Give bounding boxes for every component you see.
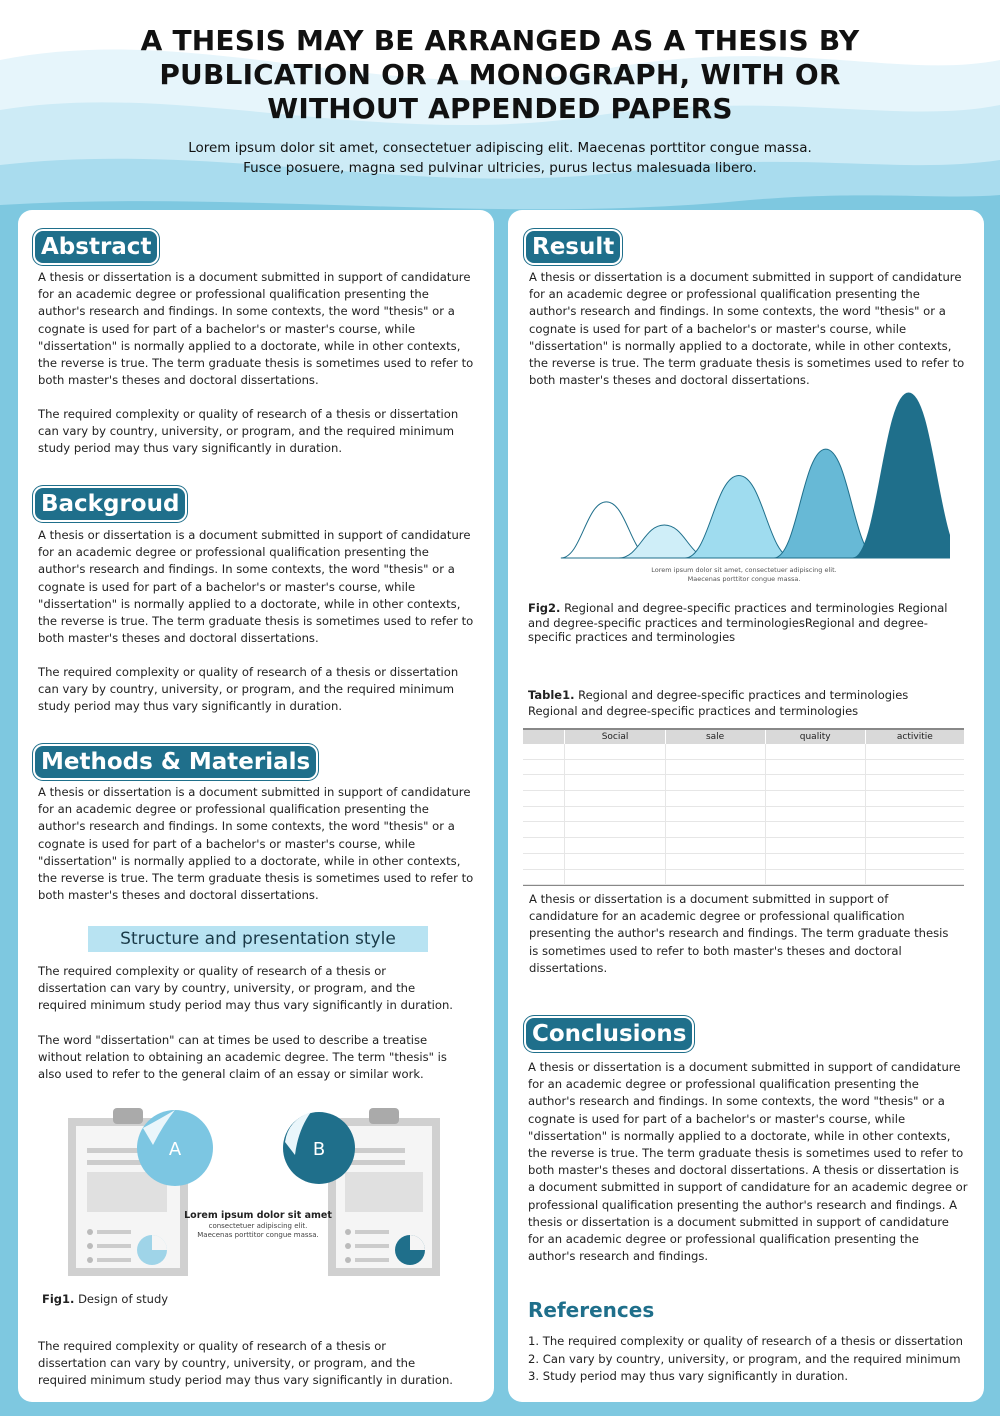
table-cell [523, 869, 565, 885]
abstract-heading: Abstract [35, 231, 157, 263]
table-cell [865, 806, 964, 822]
methods-paragraph-4: The required complexity or quality of research of a thesis or dissertation can vary by country, university, or program, and the required minimum study period may thus vary significantly in duration. [38, 1339, 453, 1388]
table-row [523, 838, 964, 854]
conclusions-paragraph: A thesis or dissertation is a document submitted in support of candidature for an academic degree or professional qualification presenting the author's research and findings. In some contexts, the word "thesis" or a cognate is used for part of a bachelor's or master's course, while "dissertation" is normally applied to a doctorate, while in other contexts, the reverse is true. The term graduate thesis is sometimes used to refer to both master's theses and doctoral dissertations. A thesis or dissertation is a document submitted in support of candidature for an academic degree or professional qualification presenting the author's research and findings. A thesis or dissertation is a document submitted in support of candidature for an academic degree or professional qualification presenting the author's research and findings. [528, 1060, 968, 1264]
fig2-distribution-chart [536, 390, 950, 562]
poster-subtitle [0, 138, 1000, 178]
badge-a-label: A [168, 1139, 182, 1160]
reference-item: 3. Study period may thus vary significantly in duration. [528, 1369, 849, 1383]
table-cell [523, 744, 565, 759]
table-cell [665, 744, 765, 759]
table-cell [523, 791, 565, 807]
table1-caption-text: Regional and degree-specific practices and terminologies Regional and degree-specific practices and terminologies [528, 688, 909, 718]
methods-paragraph-3: The word "dissertation" can at times be used to describe a treatise without relation to obtaining an academic degree. The term "thesis" is also used to refer to the general claim of an essay or similar work. [38, 1033, 447, 1082]
left-column-panel [18, 210, 494, 1402]
table-cell [565, 791, 665, 807]
table-cell [665, 853, 765, 869]
badge-b-label: B [312, 1139, 326, 1160]
subtitle-line-2: Fusce posuere, magna sed pulvinar ultricies, purus lectus malesuada libero. [243, 160, 757, 176]
fig1-caption-text: Design of study [78, 1292, 169, 1306]
reference-item: 2. Can vary by country, university, or program, and the required minimum [528, 1351, 961, 1366]
result-heading: Result [526, 231, 620, 263]
table-cell [765, 869, 865, 885]
table-cell [665, 822, 765, 838]
table-cell [565, 853, 665, 869]
fig1-center-line-2: Maecenas porttitor congue massa. [197, 1231, 319, 1239]
table-cell [865, 791, 964, 807]
table-cell [865, 759, 964, 775]
chart-peak-4 [774, 449, 878, 558]
table-cell [523, 838, 565, 854]
background-heading: Backgroud [35, 488, 185, 520]
table-header-cell [523, 730, 565, 744]
abstract-paragraph-2: The required complexity or quality of research of a thesis or dissertation can vary by country, university, or program, and the required minimum study period may thus vary significantly in duration. [38, 407, 459, 456]
table-cell [865, 775, 964, 791]
table-cell [665, 806, 765, 822]
right-column-panel [508, 210, 984, 1402]
fig1-caption-label: Fig1. [42, 1292, 75, 1306]
conclusions-heading: Conclusions [526, 1018, 692, 1050]
fig2-note-line-2: Maecenas porttitor congue massa. [687, 575, 801, 583]
structure-subheading: Structure and presentation style [88, 926, 428, 952]
chart-peak-5 [853, 393, 950, 558]
table-cell [565, 838, 665, 854]
table-cell [765, 853, 865, 869]
table-header-cell: quality [765, 730, 865, 744]
table-cell [865, 822, 964, 838]
table-header-cell: sale [665, 730, 765, 744]
table-cell [665, 759, 765, 775]
table-header-cell: activitie [865, 730, 964, 744]
table-cell [565, 759, 665, 775]
table-cell [665, 791, 765, 807]
table-row [523, 806, 964, 822]
table-cell [665, 869, 765, 885]
table-row [523, 869, 964, 885]
references-list [528, 1333, 963, 1386]
subtitle-line-1: Lorem ipsum dolor sit amet, consectetuer adipiscing elit. Maecenas porttitor congue massa. [188, 140, 812, 156]
table-cell [565, 744, 665, 759]
table-cell [523, 775, 565, 791]
table-row [523, 791, 964, 807]
methods-paragraph-2: The required complexity or quality of research of a thesis or dissertation can vary by country, university, or program, and the required minimum study period may thus vary significantly in duration. [38, 964, 453, 1013]
table-cell [523, 759, 565, 775]
poster-title: A THESIS MAY BE ARRANGED AS A THESIS BY PUBLICATION OR A MONOGRAPH, WITH OR WITHOUT APPENDED PAPERS [140, 24, 860, 125]
fig2-caption [528, 601, 948, 645]
table-header-row [523, 730, 964, 744]
table-cell [765, 775, 865, 791]
fig2-note [529, 566, 959, 584]
table-cell [865, 869, 964, 885]
background-paragraph-2: The required complexity or quality of research of a thesis or dissertation can vary by country, university, or program, and the required minimum study period may thus vary significantly in duration. [38, 665, 459, 714]
table-cell [865, 853, 964, 869]
table-cell [565, 869, 665, 885]
table-cell [523, 806, 565, 822]
table-cell [765, 744, 865, 759]
table-cell [665, 838, 765, 854]
table1-caption [528, 688, 948, 719]
references-heading: References [528, 1298, 655, 1322]
abstract-paragraph-1: A thesis or dissertation is a document submitted in support of candidature for an academic degree or professional qualification presenting the author's research and findings. In some contexts, the word "thesis" or a cognate is used for part of a bachelor's or master's course, while "dissertation" is normally applied to a doctorate, while in other contexts, the reverse is true. The term graduate thesis is sometimes used to refer to both master's theses and doctoral dissertations. [38, 270, 474, 388]
table-cell [765, 838, 865, 854]
methods-heading: Methods & Materials [35, 746, 316, 778]
table-cell [865, 744, 964, 759]
fig1-center-title: Lorem ipsum dolor sit amet [184, 1210, 332, 1221]
table-cell [565, 822, 665, 838]
table-header-cell: Social [565, 730, 665, 744]
fig2-caption-label: Fig2. [528, 601, 561, 615]
table-row [523, 775, 964, 791]
table-row [523, 759, 964, 775]
fig2-note-line-1: Lorem ipsum dolor sit amet, consectetuer adipiscing elit. [651, 566, 837, 574]
table-row [523, 744, 964, 759]
background-paragraph-1: A thesis or dissertation is a document submitted in support of candidature for an academic degree or professional qualification presenting the author's research and findings. In some contexts, the word "thesis" or a cognate is used for part of a bachelor's or master's course, while "dissertation" is normally applied to a doctorate, while in other contexts, the reverse is true. The term graduate thesis is sometimes used to refer to both master's theses and doctoral dissertations. [38, 528, 474, 646]
reference-item: 1. The required complexity or quality of research of a thesis or dissertation [528, 1334, 963, 1348]
chart-peak-3 [685, 476, 793, 559]
table-cell [523, 822, 565, 838]
table-cell [523, 853, 565, 869]
fig1-center-line-1: consectetuer adipiscing elit. [208, 1222, 308, 1230]
table-bottom-rule [523, 885, 964, 886]
methods-paragraph-1: A thesis or dissertation is a document submitted in support of candidature for an academic degree or professional qualification presenting the author's research and findings. In some contexts, the word "thesis" or a cognate is used for part of a bachelor's or master's course, while "dissertation" is normally applied to a doctorate, while in other contexts, the reverse is true. The term graduate thesis is sometimes used to refer to both master's theses and doctoral dissertations. [38, 785, 474, 903]
poster-header [0, 24, 1000, 178]
table-cell [765, 806, 865, 822]
table-row [523, 822, 964, 838]
fig1-study-design-illustration [63, 1100, 453, 1280]
result-paragraph-1: A thesis or dissertation is a document submitted in support of candidature for an academic degree or professional qualification presenting the author's research and findings. In some contexts, the word "thesis" or a cognate is used for part of a bachelor's or master's course, while "dissertation" is normally applied to a doctorate, while in other contexts, the reverse is true. The term graduate thesis is sometimes used to refer to both master's theses and doctoral dissertations. [529, 270, 965, 388]
table1 [523, 730, 964, 885]
table-cell [765, 759, 865, 775]
table-cell [765, 791, 865, 807]
table-row [523, 853, 964, 869]
table1-caption-label: Table1. [528, 688, 575, 702]
result-paragraph-2: A thesis or dissertation is a document submitted in support of candidature for an academic degree or professional qualification presenting the author's research and findings. The term graduate thesis is sometimes used to refer to both master's theses and doctoral dissertations. [529, 892, 949, 975]
table-cell [765, 822, 865, 838]
table-cell [865, 838, 964, 854]
table-cell [665, 775, 765, 791]
fig2-caption-text: Regional and degree-specific practices and terminologies Regional and degree-specific practices and terminologiesRegional and degree-specific practices and terminologies [528, 601, 948, 644]
fig1-caption [42, 1291, 168, 1307]
table-cell [565, 775, 665, 791]
table-cell [565, 806, 665, 822]
